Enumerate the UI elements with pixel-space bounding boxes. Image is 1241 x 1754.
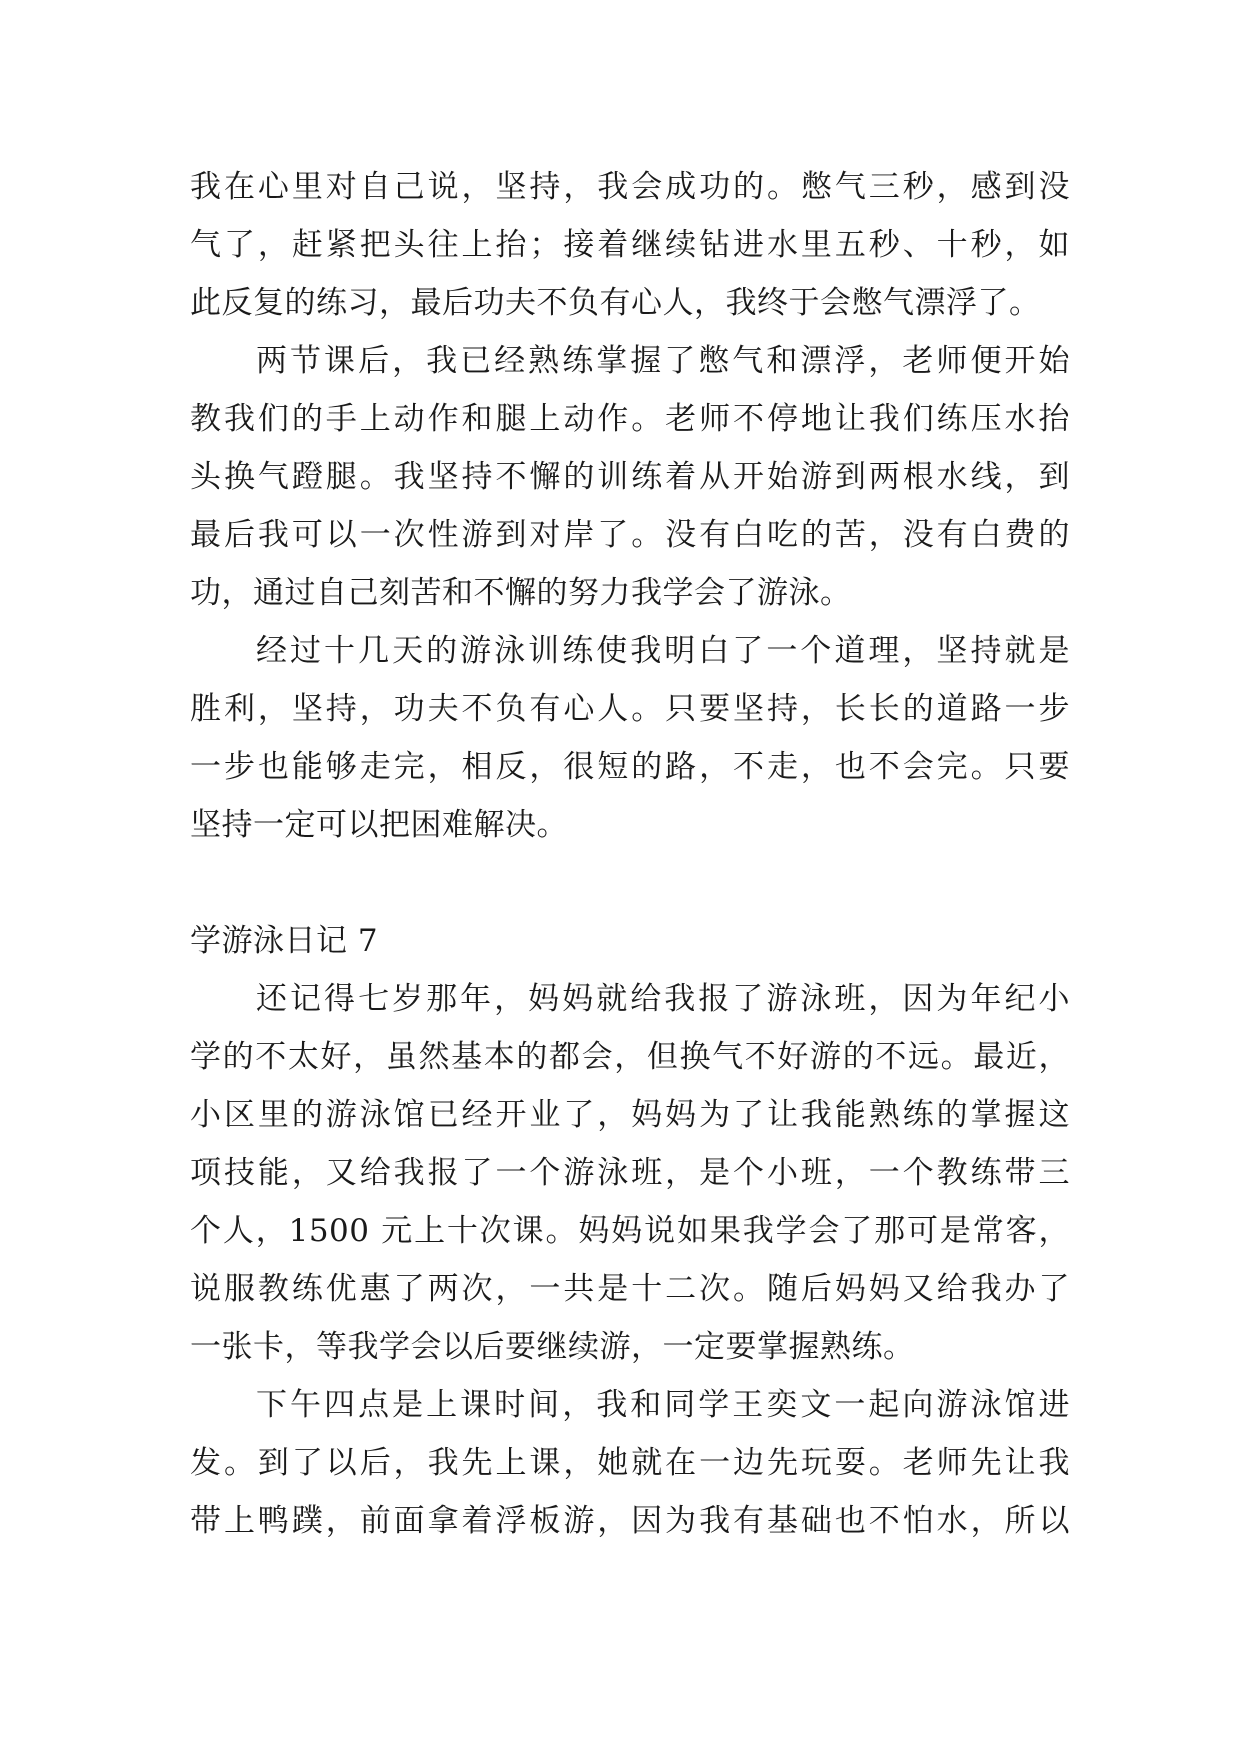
text-line: 带上鸭蹼，前面拿着浮板游，因为我有基础也不怕水，所以 (190, 1503, 1070, 1539)
text-line: 教我们的手上动作和腿上动作。老师不停地让我们练压水抬 (190, 401, 1070, 437)
document-body (190, 158, 1070, 1550)
text-line: 功，通过自己刻苦和不懈的努力我学会了游泳。 (190, 575, 852, 611)
paragraph (190, 1376, 1070, 1550)
text-line: 气了，赶紧把头往上抬；接着继续钻进水里五秒、十秒，如 (190, 227, 1070, 263)
text-line: 经过十几天的游泳训练使我明白了一个道理，坚持就是 (256, 633, 1070, 669)
paragraph (190, 332, 1070, 622)
text-line: 此反复的练习，最后功夫不负有心人，我终于会憋气漂浮了。 (190, 285, 1041, 321)
text-line: 学的不太好，虽然基本的都会，但换气不好游的不远。最近， (190, 1039, 1070, 1075)
text-line: 下午四点是上课时间，我和同学王奕文一起向游泳馆进 (256, 1387, 1070, 1423)
text-line: 一步也能够走完，相反，很短的路，不走，也不会完。只要 (190, 749, 1070, 785)
text-line: 胜利，坚持，功夫不负有心人。只要坚持，长长的道路一步 (190, 691, 1070, 727)
section-heading: 学游泳日记 7 (190, 923, 379, 959)
text-line: 我在心里对自己说，坚持，我会成功的。憋气三秒，感到没 (190, 169, 1070, 205)
paragraph (190, 970, 1070, 1376)
blank-line (190, 854, 1070, 912)
text-line: 小区里的游泳馆已经开业了，妈妈为了让我能熟练的掌握这 (190, 1097, 1070, 1133)
text-line: 一张卡，等我学会以后要继续游，一定要掌握熟练。 (190, 1329, 915, 1365)
text-line: 发。到了以后，我先上课，她就在一边先玩耍。老师先让我 (190, 1445, 1070, 1481)
text-line: 坚持一定可以把困难解决。 (190, 807, 568, 843)
text-line: 头换气蹬腿。我坚持不懈的训练着从开始游到两根水线，到 (190, 459, 1070, 495)
text-line: 最后我可以一次性游到对岸了。没有白吃的苦，没有白费的 (190, 517, 1070, 553)
text-line: 说服教练优惠了两次，一共是十二次。随后妈妈又给我办了 (190, 1271, 1070, 1307)
text-line: 项技能，又给我报了一个游泳班，是个小班，一个教练带三 (190, 1155, 1070, 1191)
text-line: 两节课后，我已经熟练掌握了憋气和漂浮，老师便开始 (256, 343, 1070, 379)
text-line: 还记得七岁那年，妈妈就给我报了游泳班，因为年纪小 (256, 981, 1070, 1017)
text-line: 个人，1500 元上十次课。妈妈说如果我学会了那可是常客， (190, 1213, 1070, 1249)
paragraph (190, 158, 1070, 332)
paragraph (190, 622, 1070, 854)
